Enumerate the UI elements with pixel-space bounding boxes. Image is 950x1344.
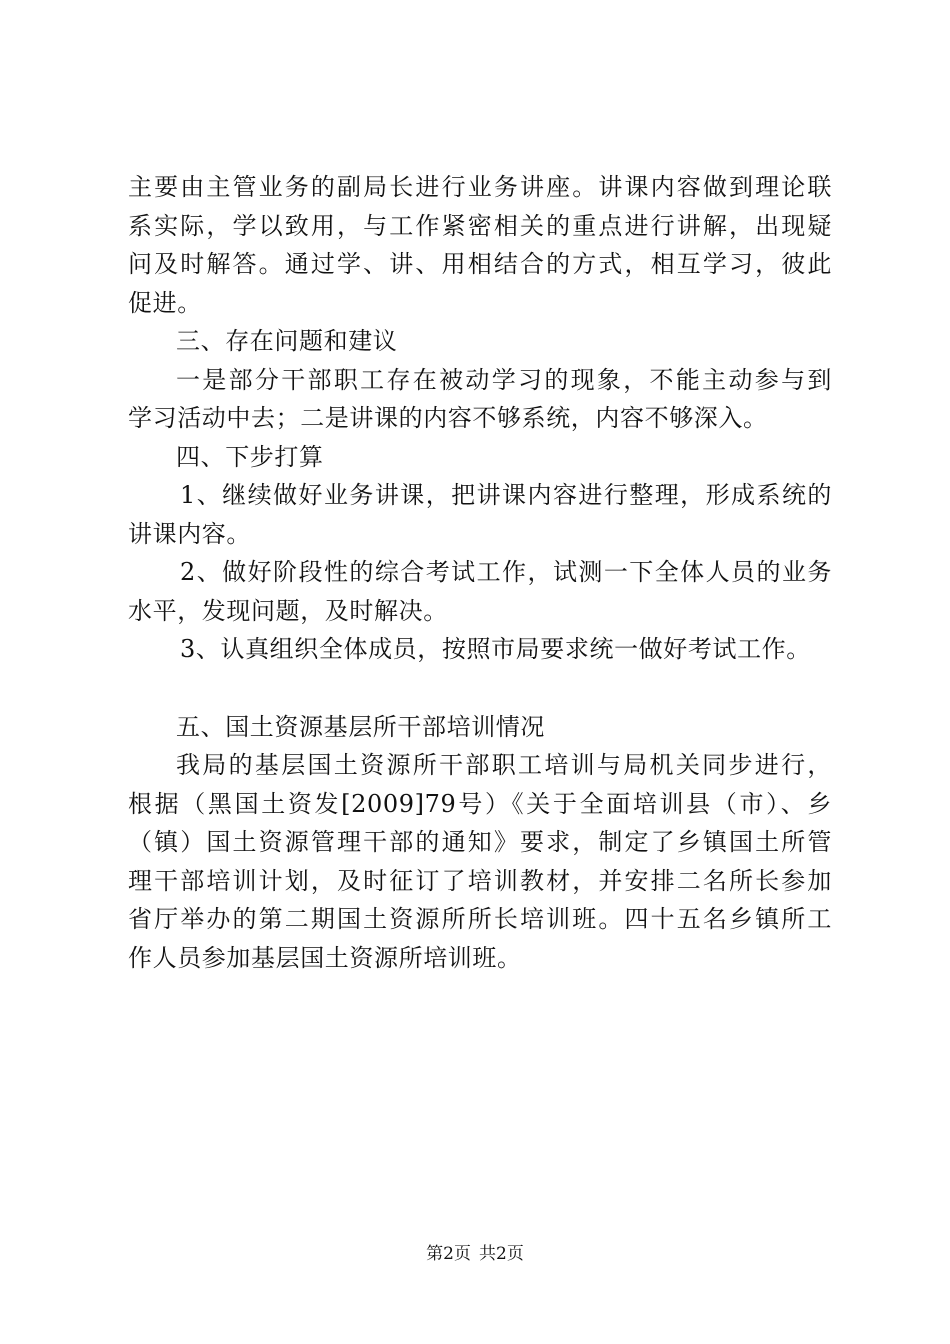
paragraph-line: 促进。 <box>128 288 202 317</box>
page-number: 第2页 <box>426 1244 471 1264</box>
paragraph-line: 学习活动中去；二是讲课的内容不够系统，内容不够深入。 <box>128 404 768 432</box>
list-item-line: 3、认真组织全体成员，按照市局要求统一做好考试工作。 <box>180 635 811 663</box>
paragraph-line: 我局的基层国土资源所干部职工培训与局机关同步进行， <box>176 751 832 779</box>
section-heading: 五、国土资源基层所干部培训情况 <box>176 712 545 741</box>
paragraph-line: 根据（黑国土资发[2009]79号）《关于全面培训县（市）、乡 <box>128 789 832 818</box>
page-footer <box>0 1242 950 1266</box>
page-total: 共2页 <box>479 1244 524 1264</box>
paragraph-line: 一是部分干部职工存在被动学习的现象，不能主动参与到 <box>176 365 832 394</box>
list-item-line: 1、继续做好业务讲课，把讲课内容进行整理，形成系统的 <box>180 481 832 509</box>
paragraph-line: 主要由主管业务的副局长进行业务讲座。讲课内容做到理论联 <box>128 173 832 201</box>
section-heading: 四、下步打算 <box>176 442 324 471</box>
section-heading: 三、存在问题和建议 <box>176 327 398 355</box>
paragraph-line: （镇）国土资源管理干部的通知》要求，制定了乡镇国土所管 <box>128 828 832 856</box>
paragraph-gap <box>128 669 832 708</box>
list-item-line: 讲课内容。 <box>128 519 251 548</box>
list-item-line: 水平，发现问题，及时解决。 <box>128 596 448 625</box>
list-item-line: 2、做好阶段性的综合考试工作，试测一下全体人员的业务 <box>180 558 832 586</box>
paragraph-line: 系实际，学以致用，与工作紧密相关的重点进行讲解，出现疑 <box>128 211 832 240</box>
document-body <box>128 168 832 977</box>
paragraph-line: 省厅举办的第二期国土资源所所长培训班。四十五名乡镇所工 <box>128 905 832 933</box>
paragraph-line: 理干部培训计划，及时征订了培训教材，并安排二名所长参加 <box>128 866 832 895</box>
paragraph-line: 作人员参加基层国土资源所培训班。 <box>128 943 522 972</box>
paragraph-line: 问及时解答。通过学、讲、用相结合的方式，相互学习，彼此 <box>128 250 832 278</box>
